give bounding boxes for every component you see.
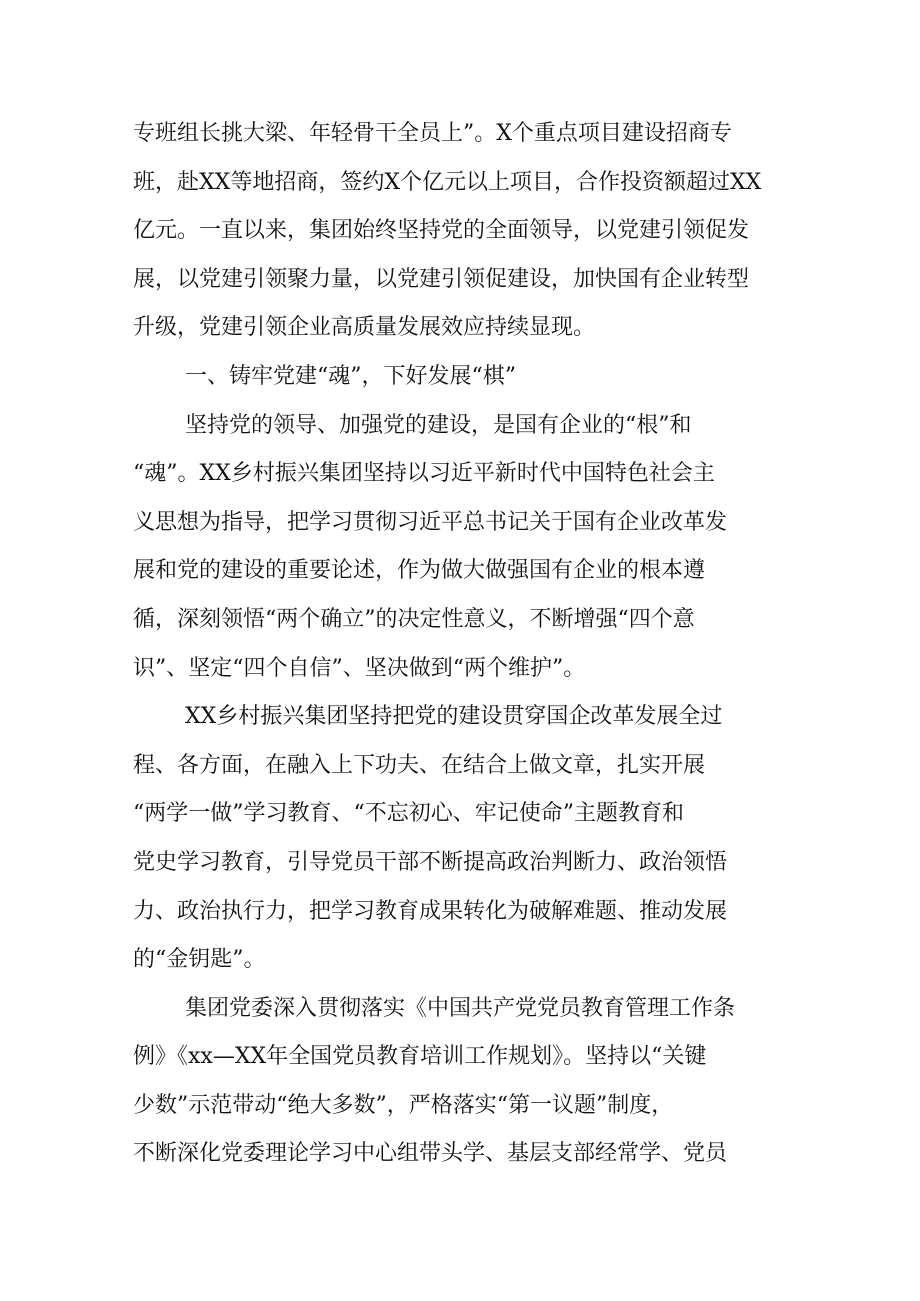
document-body bbox=[133, 110, 783, 1179]
text-line: “两学一做”学习教育、“不忘初心、牢记使命”主题教育和 bbox=[133, 801, 684, 827]
text-line: 识”、坚定“四个自信”、坚决做到“两个维护”。 bbox=[133, 655, 586, 681]
text-line: “魂”。XX乡村振兴集团坚持以习近平新时代中国特色社会主 bbox=[133, 461, 715, 487]
text-line: 例》《xx—XX年全国党员教育培训工作规划》。坚持以“关键 bbox=[133, 1044, 707, 1070]
text-line: 程、各方面，在融入上下功夫、在结合上做文章，扎实开展 bbox=[133, 752, 706, 778]
text-line: 展，以党建引领聚力量，以党建引领促建设，加快国有企业转型 bbox=[133, 266, 750, 292]
text-line: 班，赴XX等地招商，签约X个亿元以上项目，合作投资额超过XX bbox=[133, 169, 762, 195]
paragraph-first-line: 坚持党的领导、加强党的建设，是国有企业的“根”和 bbox=[185, 412, 692, 438]
text-line: 党史学习教育，引导党员干部不断提高政治判断力、政治领悟 bbox=[133, 849, 728, 875]
text-line: 循，深刻领悟“两个确立”的决定性意义，不断增强“四个意 bbox=[133, 606, 695, 632]
text-line: 的“金钥匙”。 bbox=[133, 947, 266, 973]
text-line: 力、政治执行力，把学习教育成果转化为破解难题、推动发展 bbox=[133, 898, 728, 924]
text-line: 升级，党建引领企业高质量发展效应持续显现。 bbox=[133, 315, 596, 341]
paragraph-first-line: 集团党委深入贯彻落实《中国共产党党员教育管理工作条 bbox=[185, 995, 736, 1021]
paragraph-first-line: XX乡村振兴集团坚持把党的建设贯穿国企改革发展全过 bbox=[185, 704, 723, 730]
section-heading: 一、铸牢党建“魂”，下好发展“棋” bbox=[185, 363, 516, 389]
text-line: 不断深化党委理论学习中心组带头学、基层支部经常学、党员 bbox=[133, 1141, 728, 1167]
text-line: 专班组长挑大梁、年轻骨干全员上”。X个重点项目建设招商专 bbox=[133, 121, 732, 146]
text-line: 亿元。一直以来，集团始终坚持党的全面领导，以党建引领促发 bbox=[133, 218, 750, 244]
text-line: 少数”示范带动“绝大多数”，严格落实“第一议题”制度， bbox=[133, 1092, 674, 1118]
text-line: 展和党的建设的重要论述，作为做大做强国有企业的根本遵 bbox=[133, 558, 706, 584]
text-line: 义思想为指导，把学习贯彻习近平总书记关于国有企业改革发 bbox=[133, 509, 728, 535]
